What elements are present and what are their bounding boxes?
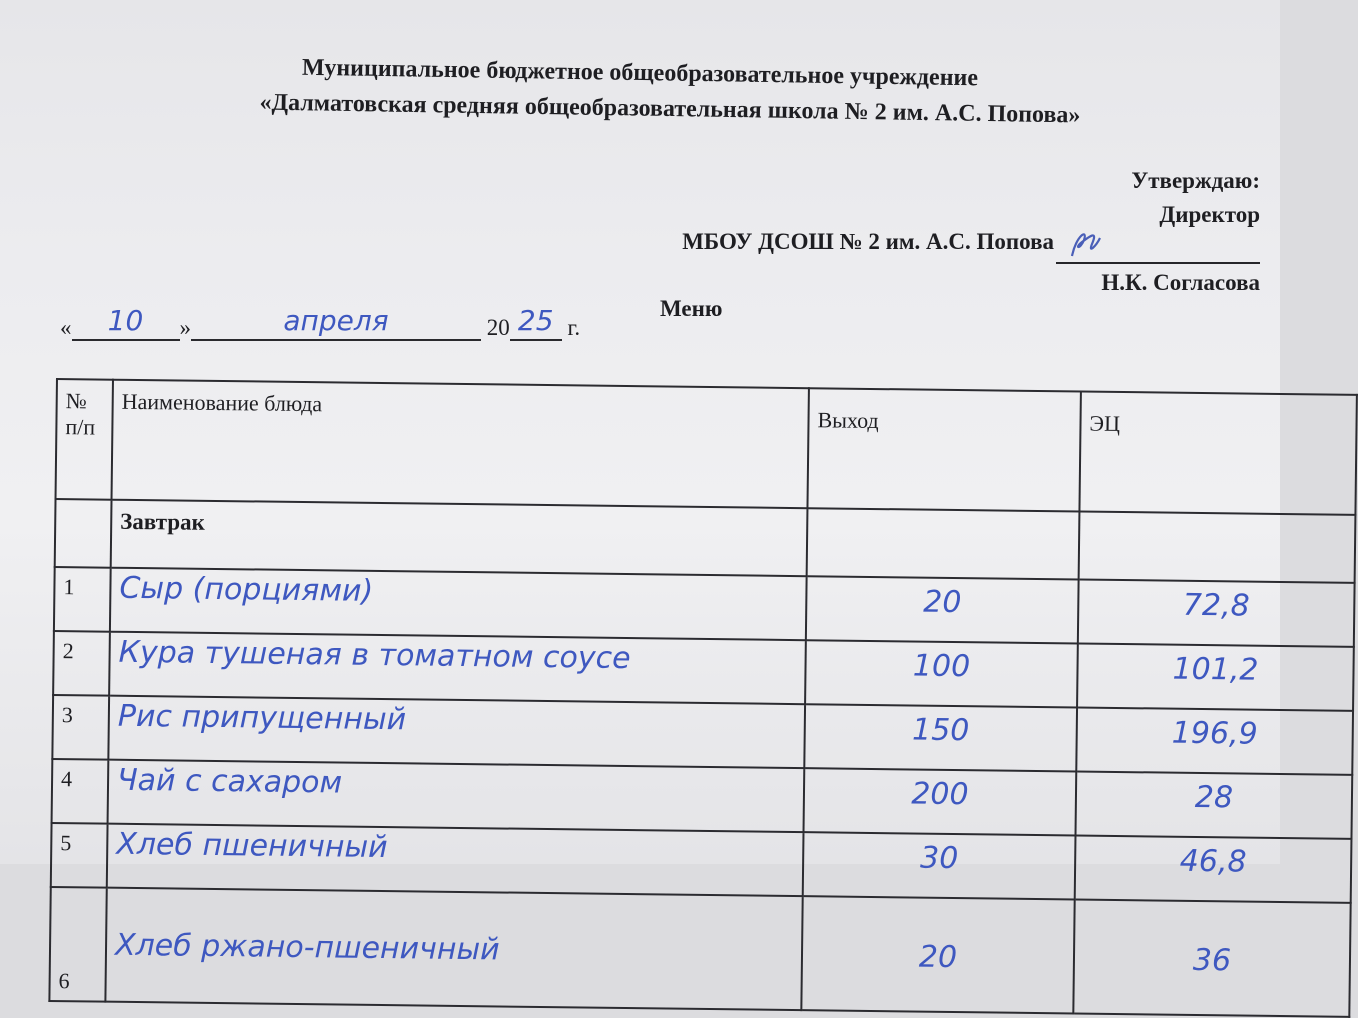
date-day: 10 <box>107 304 144 337</box>
school-name-line: «Далматовская средняя общеобразовательная школа № 2 им. А.С. Попова» <box>259 89 1081 129</box>
director-position: Директор <box>1159 202 1260 227</box>
header-output: Выход <box>807 388 1080 511</box>
dish-price: 46,8 <box>1075 835 1352 902</box>
row-number: 5 <box>51 823 108 888</box>
dish-name: Хлеб пшеничный <box>107 824 804 896</box>
dish-name: Хлеб ржано-пшеничный <box>105 888 802 1010</box>
row-number: 4 <box>52 759 109 824</box>
row-number: 2 <box>53 631 110 696</box>
row-number: 6 <box>49 887 106 1002</box>
row-number: 1 <box>54 567 111 632</box>
dish-price: 101,2 <box>1077 644 1354 711</box>
dish-price: 196,9 <box>1076 707 1353 774</box>
dish-output: 30 <box>803 832 1076 899</box>
dish-name: Кура тушеная в томатном соусе <box>109 632 806 704</box>
header-dish-name: Наименование блюда <box>112 380 809 508</box>
date-year-field <box>510 305 562 341</box>
dish-price: 28 <box>1075 771 1352 838</box>
signature-line <box>1056 262 1260 264</box>
section-empty-cell <box>807 508 1080 579</box>
dish-price: 36 <box>1073 899 1350 1016</box>
dish-output: 20 <box>801 896 1074 1013</box>
row-number: 3 <box>52 695 109 760</box>
date-close-quote: » <box>179 315 191 340</box>
date-day-field <box>72 305 180 341</box>
section-label: Завтрак <box>111 500 808 576</box>
table-row <box>49 887 1350 1017</box>
dish-output: 150 <box>804 704 1077 771</box>
date-open-quote: « <box>60 315 72 340</box>
dish-name: Чай с сахаром <box>108 760 805 832</box>
dish-name: Сыр (порциями) <box>110 568 807 640</box>
director-name: Н.К. Согласова <box>1101 270 1260 295</box>
date-year-suffix: 25 <box>517 304 554 337</box>
menu-table <box>48 378 1356 1018</box>
dish-output: 20 <box>806 576 1079 643</box>
section-empty-cell <box>55 499 112 568</box>
approve-label: Утверждаю: <box>1131 168 1260 193</box>
menu-date <box>60 305 580 341</box>
dish-price: 72,8 <box>1078 580 1355 647</box>
dish-output: 100 <box>805 640 1078 707</box>
dish-output: 200 <box>804 768 1077 835</box>
header-number: № п/п <box>56 379 113 500</box>
date-year-prefix: 20 <box>486 315 510 340</box>
header-price: ЭЦ <box>1079 392 1356 515</box>
date-year-unit: г. <box>567 315 581 340</box>
school-type-line: Муниципальное бюджетное общеобразовательное учреждение <box>301 54 979 92</box>
table-header-row <box>56 379 1357 515</box>
date-month-field <box>191 305 481 341</box>
organization-name: МБОУ ДСОШ № 2 им. А.С. Попова <box>682 229 1054 254</box>
menu-title: Меню <box>660 296 723 321</box>
dish-name: Рис припущенный <box>108 696 805 768</box>
director-signature <box>1066 226 1106 267</box>
date-month: апреля <box>283 304 389 337</box>
section-empty-cell <box>1079 512 1356 583</box>
